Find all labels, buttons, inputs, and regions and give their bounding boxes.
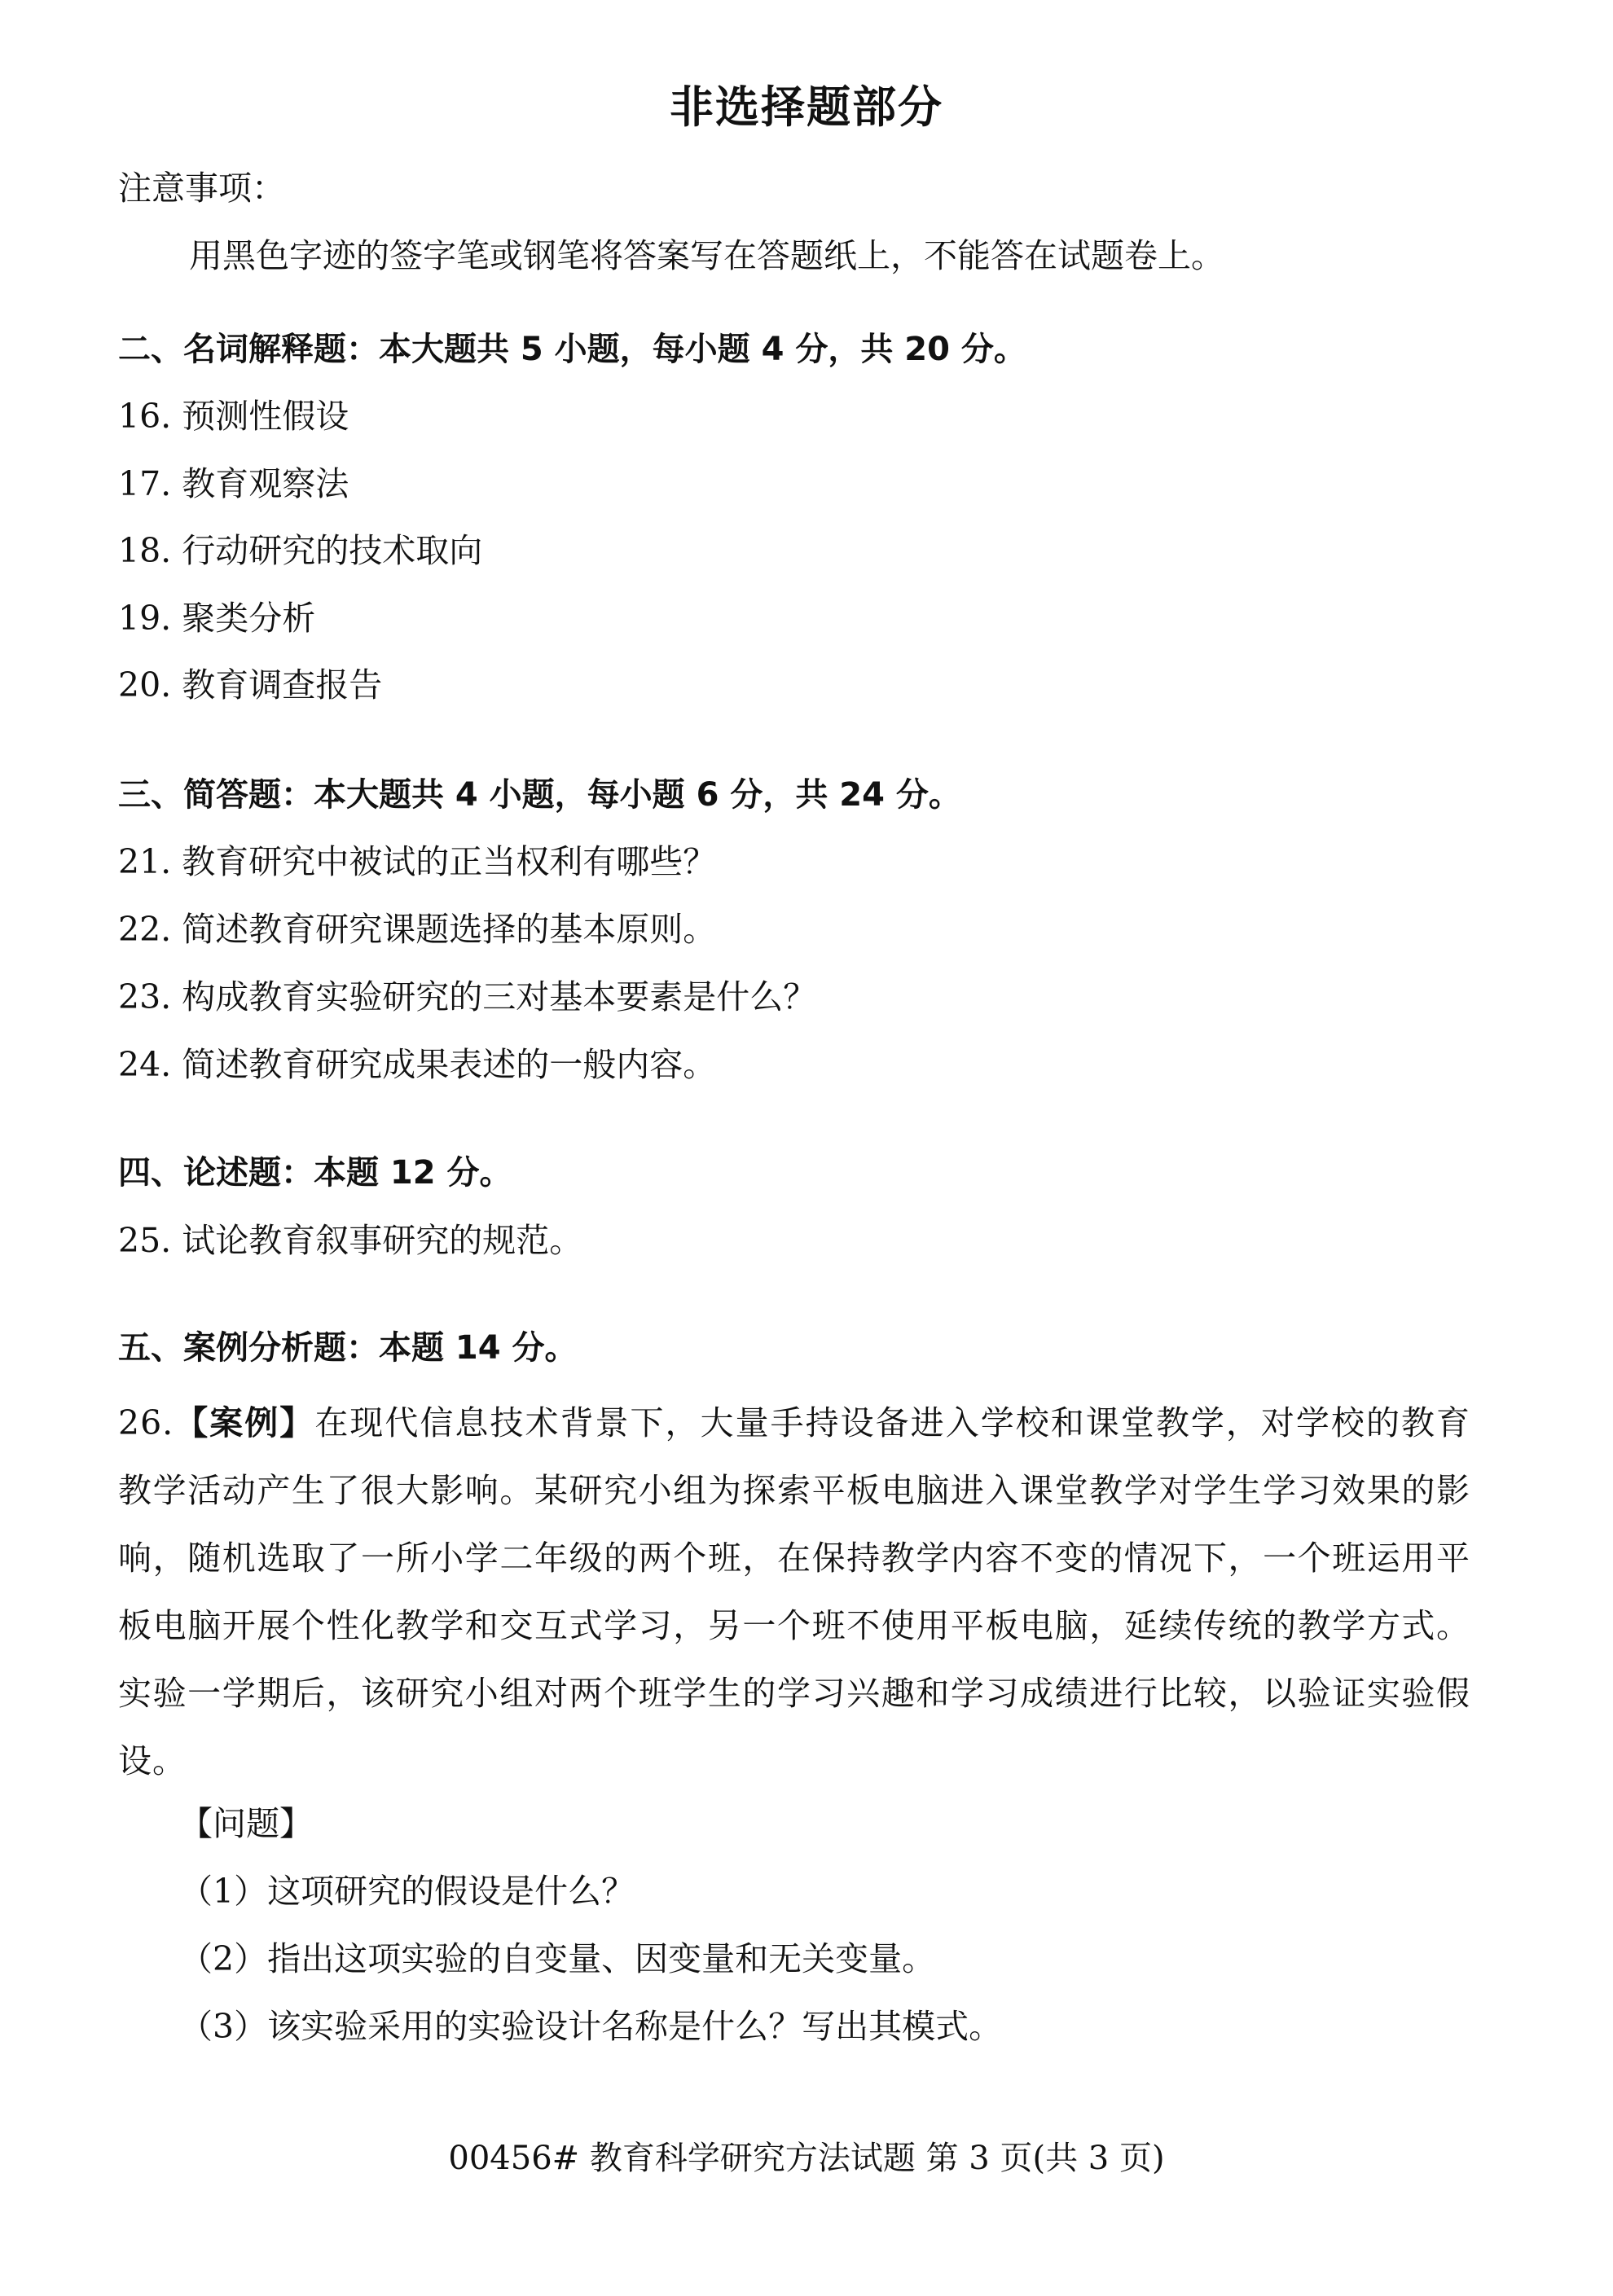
list-item: 18. 行动研究的技术取向 — [118, 531, 483, 570]
section-5-heading: 五、案例分析题：本题 14 分。 — [118, 1329, 578, 1367]
notice-label: 注意事项： — [118, 169, 285, 208]
section-2-heading: 二、名词解释题：本大题共 5 小题，每小题 4 分，共 20 分。 — [118, 331, 1026, 368]
list-item: 19. 聚类分析 — [118, 599, 316, 638]
section-4-heading: 四、论述题：本题 12 分。 — [118, 1154, 512, 1192]
question-item: （2）指出这项实验的自变量、因变量和无关变量。 — [179, 1939, 936, 1978]
list-item: 17. 教育观察法 — [118, 464, 349, 503]
questions-label: 【问题】 — [179, 1804, 313, 1843]
page-title: 非选择题部分 — [670, 81, 943, 133]
case-number: 26. — [118, 1403, 174, 1442]
case-text: 在现代信息技术背景下，大量手持设备进入学校和课堂教学，对学校的教育教学活动产生了很大影响。某研究小组为探索平板电脑进入课堂教学对学生学习效果的影响，随机选取了一所小学二年级的两个班，在保持教学内容不变的情况下，一个班运用平板电脑开展个性化教学和交互式学习，另一个班不使用平板电脑，延续传统的教学方式。实验一学期后，该研究小组对两个班学生的学习兴趣和学习成绩进行比较，以验证实验假设。 — [118, 1403, 1471, 1780]
question-item: （1）这项研究的假设是什么？ — [179, 1872, 635, 1911]
question-item: （3）该实验采用的实验设计名称是什么？写出其模式。 — [179, 2007, 1003, 2046]
list-item: 24. 简述教育研究成果表述的一般内容。 — [118, 1045, 717, 1084]
page-footer: 00456# 教育科学研究方法试题 第 3 页(共 3 页) — [448, 2140, 1165, 2177]
list-item: 25. 试论教育叙事研究的规范。 — [118, 1221, 583, 1260]
list-item: 20. 教育调查报告 — [118, 665, 383, 705]
section-3-heading: 三、简答题：本大题共 4 小题，每小题 6 分，共 24 分。 — [118, 776, 961, 814]
case-label: 【案例】 — [174, 1403, 315, 1442]
notice-text: 用黑色字迹的签字笔或钢笔将答案写在答题纸上，不能答在试题卷上。 — [189, 236, 1224, 275]
list-item: 16. 预测性假设 — [118, 397, 349, 436]
list-item: 22. 简述教育研究课题选择的基本原则。 — [118, 910, 717, 949]
list-item: 21. 教育研究中被试的正当权利有哪些？ — [118, 842, 717, 881]
case-paragraph — [118, 1389, 1470, 1795]
list-item: 23. 构成教育实验研究的三对基本要素是什么？ — [118, 977, 817, 1016]
